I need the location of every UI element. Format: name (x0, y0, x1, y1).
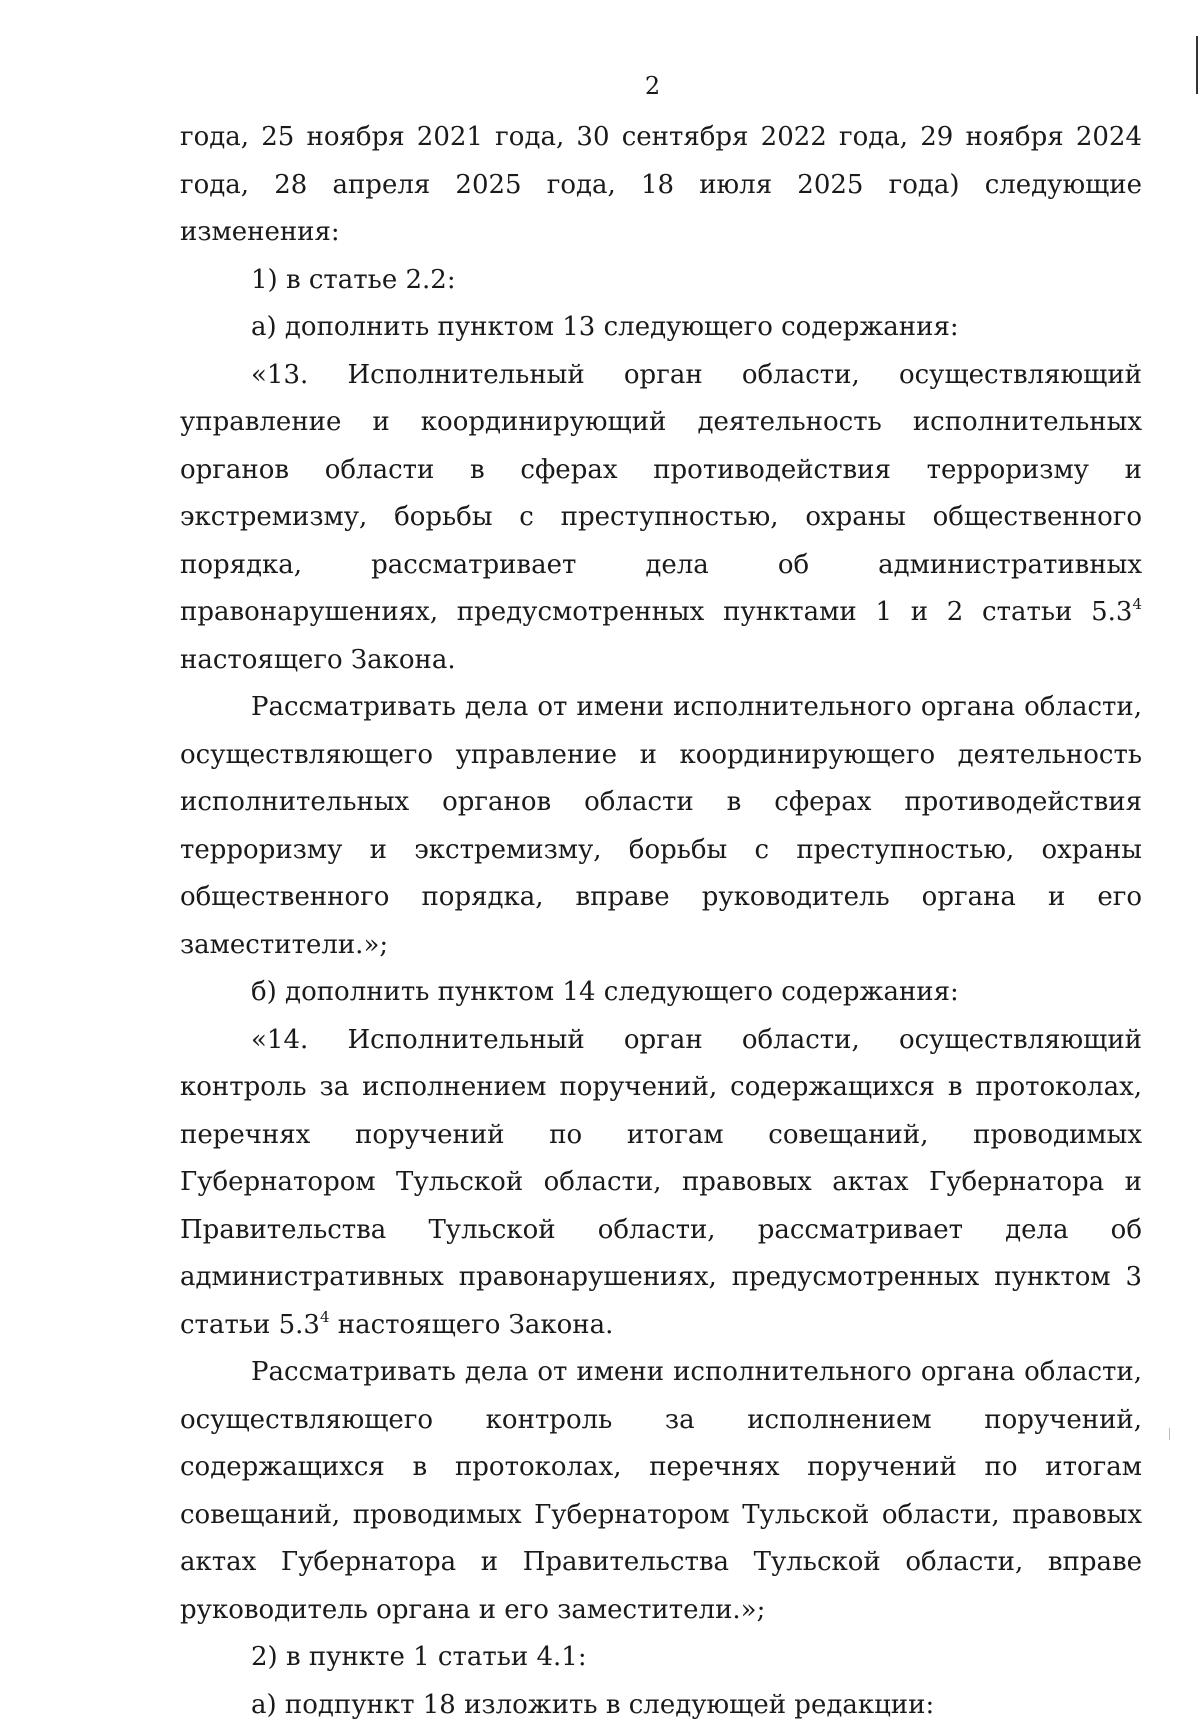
paragraph-item-1a: а) дополнить пунктом 13 следующего содержания: (180, 304, 1142, 352)
superscript: 4 (320, 1308, 330, 1326)
clause-13-text: «13. Исполнительный орган области, осуществляющий управление и координирующий деятельность исполнительных органов области в сферах противодействия терроризму и экстремизму, борьбы с преступностью, охраны общественного порядка, рассматривает дела об административных правонарушениях, предусмотренных пунктами 1 и 2 статьи 5.3 (180, 360, 1142, 628)
clause-14-text: «14. Исполнительный орган области, осуществляющий контроль за исполнением поручений, содержащихся в протоколах, перечнях поручений по итогам совещаний, проводимых Губернатором Тульской области, правовых актах Губернатора и Правительства Тульской области, рассматривает дела об административных правонарушениях, предусмотренных пунктом 3 статьи 5.3 (180, 1025, 1142, 1340)
paragraph-item-1b: б) дополнить пунктом 14 следующего содержания: (180, 969, 1142, 1017)
paragraph-clause-14 (180, 1017, 1142, 1350)
paragraph-item-2: 2) в пункте 1 статьи 4.1: (180, 1634, 1142, 1682)
paragraph-clause-14-part-2: Рассматривать дела от имени исполнительного органа области, осуществляющего контроль за исполнением поручений, содержащихся в протоколах, перечнях поручений по итогам совещаний, проводимых Губернатором Тульской области, правовых актах Губернатора и Правительства Тульской области, вправе руководитель органа и его заместители.»; (180, 1349, 1142, 1634)
paragraph-continuation: года, 25 ноября 2021 года, 30 сентября 2022 года, 29 ноября 2024 года, 28 апреля 2025 года, 18 июля 2025 года) следующие изменения: (180, 114, 1142, 257)
page-number: 2 (0, 72, 1200, 100)
paragraph-item-1: 1) в статье 2.2: (180, 257, 1142, 305)
paragraph-clause-13 (180, 352, 1142, 685)
document-body (180, 114, 1142, 1729)
paragraph-item-2a: а) подпункт 18 изложить в следующей редакции: (180, 1682, 1142, 1729)
scan-speck (1169, 1428, 1170, 1440)
clause-14-text-end: настоящего Закона. (329, 1310, 613, 1340)
clause-13-text-end: настоящего Закона. (180, 645, 456, 675)
paragraph-clause-13-part-2: Рассматривать дела от имени исполнительного органа области, осуществляющего управление и координирующего деятельность исполнительных органов области в сферах противодействия терроризму и экстремизму, борьбы с преступностью, охраны общественного порядка, вправе руководитель органа и его заместители.»; (180, 684, 1142, 969)
superscript: 4 (1132, 595, 1142, 613)
